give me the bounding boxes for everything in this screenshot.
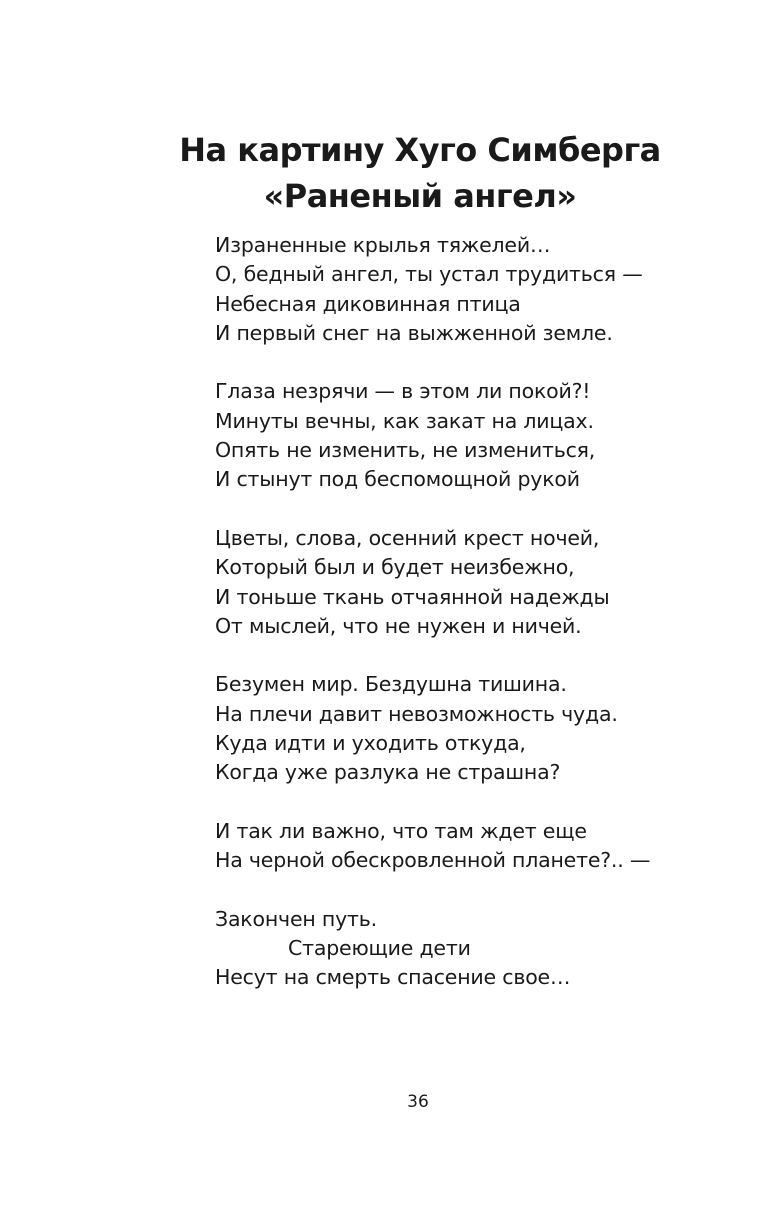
poem-line: Глаза незрячи — в этом ли покой?!: [215, 379, 591, 404]
stanza-3: [215, 524, 650, 641]
poem-body: [215, 231, 650, 993]
poem-line: Минуты вечны, как закат на лицах.: [215, 408, 594, 433]
poem-line: Куда идти и уходить откуда,: [215, 731, 526, 756]
poem-line: Несут на смерть спасение свое…: [215, 965, 571, 990]
poem-line: Небесная диковинная птица: [215, 291, 521, 316]
stanza-5: [215, 817, 650, 876]
stanza-1: [215, 231, 650, 348]
stanza-4: [215, 670, 650, 787]
poem-line: И стынут под беспомощной рукой: [215, 467, 580, 492]
poem-line: Опять не изменить, не измениться,: [215, 438, 596, 463]
poem-line: И тоньше ткань отчаянной надежды: [215, 584, 610, 609]
poem-line: Цветы, слова, осенний крест ночей,: [215, 525, 600, 550]
poem-line: Безумен мир. Бездушна тишина.: [215, 672, 567, 697]
poem-line: На плечи давит невозможность чуда.: [215, 701, 618, 726]
poem-line: На черной обескровленной планете?.. —: [215, 848, 651, 873]
poem-line: Закончен путь.: [215, 906, 377, 931]
poem-line: Который был и будет неизбежно,: [215, 555, 575, 580]
poem-title-line-1: На картину Хуго Симберга: [179, 131, 661, 169]
poem-line: Когда уже разлука не страшна?: [215, 760, 561, 785]
poem-line: От мыслей, что не нужен и ничей.: [215, 613, 582, 638]
stanza-2: [215, 377, 650, 494]
poem-title: [32, 127, 776, 219]
poem-title-line-2: «Раненый ангел»: [263, 177, 577, 215]
poem-line: О, бедный ангел, ты устал трудиться —: [215, 262, 643, 287]
stanza-6: [215, 905, 650, 993]
poem-line-indented: Стареющие дети: [288, 936, 471, 961]
poem-line: Израненные крылья тяжелей…: [215, 233, 551, 257]
page-number: 36: [407, 1092, 429, 1112]
poem-line: И так ли важно, что там ждет еще: [215, 818, 587, 843]
poem-line: И первый снег на выжженной земле.: [215, 320, 613, 345]
